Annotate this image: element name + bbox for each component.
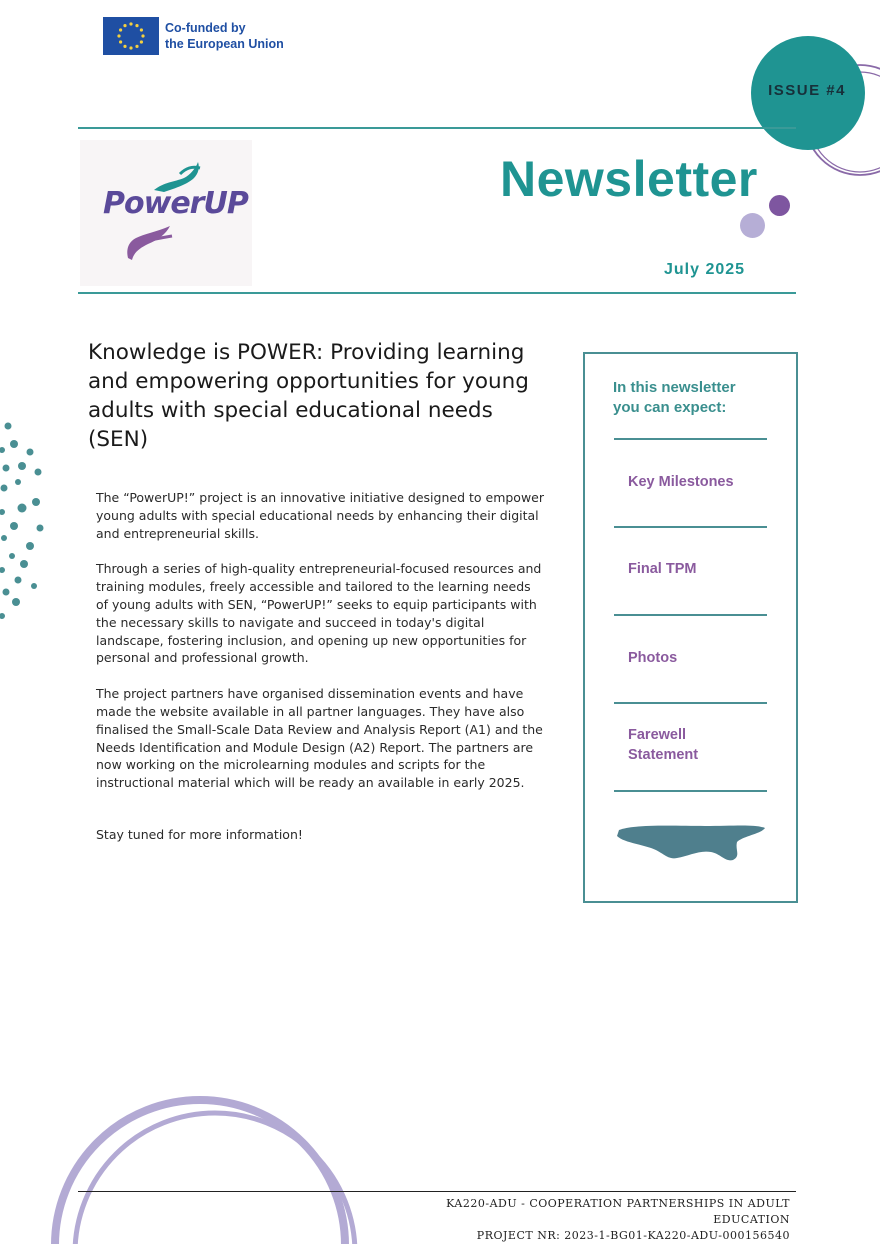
decorative-dots-icon [0,420,50,620]
logo-part-1: Power [103,186,204,221]
powerup-wordmark [103,186,248,221]
logo-part-2: UP [203,186,248,221]
body-paragraph-2: Through a series of high-quality entrepreneurial-focused resources and training modules, freely accessible and tailored to the learning needs of young adults with SEN, “PowerUP!” seeks to equip participants with the necessary skills to navigate and succeed in today's digital landscape, fostering inclusion, and opening up new opportunities for personal and professional growth. [96,561,542,666]
decorative-dot-large [740,213,765,238]
header-top-divider [78,127,796,129]
eu-flag-icon [103,17,159,55]
footer-line-2: PROJECT NR: 2023-1-BG01-KA220-ADU-000156540 [476,1229,790,1242]
sidebar-heading-line-1: In this newsletter [613,379,736,396]
purple-hand-icon [122,222,178,262]
decorative-circles-icon [40,1085,370,1233]
sidebar-divider [614,438,767,440]
eu-cofunded-label [165,20,284,52]
paint-splash-icon [615,820,767,864]
body-paragraph-4: Stay tuned for more information! [96,826,303,842]
footer-divider [78,1191,796,1192]
sidebar-divider [614,790,767,792]
body-paragraph-3: The project partners have organised dissemination events and have made the website available in all partner languages. They have also finalised the Small-Scale Data Review and Analysis Report (A1) and the Needs Identification and Module Design (A2) Report. The partners are now working on the microlearning modules and scripts for the instructional material which will be ready an available in early 2025. [96,686,543,791]
sidebar-item-farewell-statement[interactable] [628,725,778,765]
footer-line-1: KA220-ADU - COOPERATION PARTNERSHIPS IN ADULT EDUCATION [446,1197,790,1226]
sidebar-divider [614,702,767,704]
sidebar-divider [614,614,767,616]
issue-date: July 2025 [664,261,746,278]
decorative-dot-small [769,195,790,216]
sidebar-item-key-milestones[interactable]: Key Milestones [628,474,734,490]
sidebar-heading [613,378,783,418]
sidebar-heading-line-2: you can expect: [613,399,727,416]
sidebar-item-final-tpm[interactable]: Final TPM [628,561,697,577]
header-bottom-divider [78,292,796,294]
footer [380,1196,790,1244]
article-body [96,489,546,862]
eu-line-2: the European Union [165,37,284,51]
body-paragraph-1: The “PowerUP!” project is an innovative initiative designed to empower young adults with special educational needs by enhancing their digital and entrepreneurial skills. [96,490,545,541]
farewell-line-2: Statement [628,747,699,763]
page-title: Newsletter [500,151,758,207]
farewell-line-1: Farewell [628,727,687,743]
issue-label: ISSUE #4 [768,82,846,99]
sidebar-divider [614,526,767,528]
article-headline: Knowledge is POWER: Providing learning and empowering opportunities for young adults with special educational needs (SEN) [88,340,529,452]
sidebar-item-photos[interactable]: Photos [628,650,678,666]
eu-line-1: Co-funded by [165,21,246,35]
